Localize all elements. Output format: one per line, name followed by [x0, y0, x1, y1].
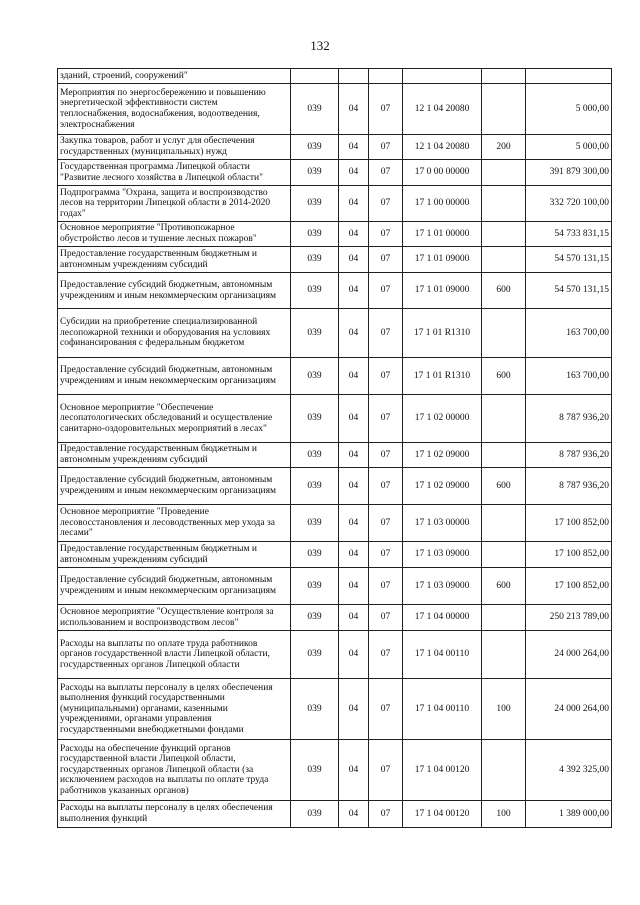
cell-name: Предоставление государственным бюджетным и автономным учреждениям субсидий [58, 247, 291, 273]
cell-name: Основное мероприятие "Обеспечение лесопатологических обследований и осуществление санитарно-оздоровительных мероприятий в лесах" [58, 395, 291, 443]
cell-target-code: 17 1 04 00110 [403, 631, 482, 679]
cell-section: 04 [339, 84, 369, 135]
cell-admin-code: 039 [291, 605, 339, 631]
cell-section: 04 [339, 505, 369, 542]
cell-expense-type [482, 69, 526, 84]
cell-name: Расходы на выплаты персоналу в целях обеспечения выполнения функций [58, 801, 291, 828]
cell-name: Предоставление субсидий бюджетным, автономным учреждениям и иным некоммерческим организациям [58, 468, 291, 505]
page-number: 132 [310, 38, 330, 53]
cell-admin-code: 039 [291, 505, 339, 542]
cell-subsection: 07 [369, 605, 403, 631]
cell-amount [526, 69, 612, 84]
table-row [58, 505, 612, 542]
cell-admin-code: 039 [291, 542, 339, 568]
table-row [58, 395, 612, 443]
cell-subsection: 07 [369, 135, 403, 160]
cell-name: Субсидии на приобретение специализированной лесопожарной техники и оборудования на условиях софинансирования с федеральным бюджетом [58, 309, 291, 358]
cell-name: Расходы на обеспечение функций органов государственной власти Липецкой области, государственных органов Липецкой области (за исключением расходов на выплаты по оплате труда работников указанных органов) [58, 740, 291, 801]
cell-admin-code: 039 [291, 222, 339, 247]
cell-target-code: 17 1 04 00120 [403, 740, 482, 801]
cell-expense-type: 600 [482, 568, 526, 605]
cell-expense-type [482, 186, 526, 222]
table-row [58, 160, 612, 186]
table-row [58, 358, 612, 395]
cell-admin-code: 039 [291, 160, 339, 186]
cell-admin-code: 039 [291, 679, 339, 740]
cell-target-code: 17 1 04 00000 [403, 605, 482, 631]
table-row [58, 568, 612, 605]
cell-expense-type [482, 740, 526, 801]
cell-subsection: 07 [369, 395, 403, 443]
cell-subsection: 07 [369, 222, 403, 247]
cell-section: 04 [339, 740, 369, 801]
cell-admin-code: 039 [291, 247, 339, 273]
cell-admin-code: 039 [291, 395, 339, 443]
cell-expense-type [482, 505, 526, 542]
cell-section: 04 [339, 542, 369, 568]
cell-amount: 24 000 264,00 [526, 679, 612, 740]
table-row [58, 740, 612, 801]
table-row [58, 443, 612, 468]
cell-target-code: 17 0 00 00000 [403, 160, 482, 186]
cell-subsection: 07 [369, 542, 403, 568]
table-row [58, 631, 612, 679]
cell-subsection: 07 [369, 468, 403, 505]
cell-target-code: 17 1 01 09000 [403, 273, 482, 309]
cell-target-code: 17 1 03 09000 [403, 542, 482, 568]
cell-name: Предоставление субсидий бюджетным, автономным учреждениям и иным некоммерческим организациям [58, 568, 291, 605]
cell-section: 04 [339, 222, 369, 247]
cell-amount: 332 720 100,00 [526, 186, 612, 222]
cell-subsection: 07 [369, 443, 403, 468]
table-row [58, 679, 612, 740]
cell-expense-type: 100 [482, 801, 526, 828]
cell-admin-code: 039 [291, 801, 339, 828]
cell-expense-type [482, 84, 526, 135]
cell-expense-type: 600 [482, 358, 526, 395]
table-row [58, 468, 612, 505]
cell-admin-code: 039 [291, 631, 339, 679]
cell-name: Расходы на выплаты персоналу в целях обеспечения выполнения функций государственными (муниципальными) органами, казенными учреждениями, органами управления государственными внебюджетными фондами [58, 679, 291, 740]
cell-target-code: 12 1 04 20080 [403, 84, 482, 135]
cell-subsection: 07 [369, 568, 403, 605]
table-row [58, 222, 612, 247]
cell-section: 04 [339, 605, 369, 631]
cell-subsection: 07 [369, 740, 403, 801]
cell-section: 04 [339, 247, 369, 273]
cell-subsection: 07 [369, 273, 403, 309]
cell-subsection: 07 [369, 309, 403, 358]
cell-amount: 250 213 789,00 [526, 605, 612, 631]
cell-name: Основное мероприятие "Проведение лесовосстановления и лесоводственных мер ухода за лесами" [58, 505, 291, 542]
cell-section: 04 [339, 443, 369, 468]
cell-name: Государственная программа Липецкой области "Развитие лесного хозяйства в Липецкой области" [58, 160, 291, 186]
cell-target-code: 17 1 01 00000 [403, 222, 482, 247]
cell-expense-type [482, 605, 526, 631]
cell-subsection: 07 [369, 358, 403, 395]
cell-name: Основное мероприятие "Осуществление контроля за использованием и воспроизводством лесов" [58, 605, 291, 631]
cell-name: Предоставление субсидий бюджетным, автономным учреждениям и иным некоммерческим организациям [58, 273, 291, 309]
cell-section: 04 [339, 135, 369, 160]
table-row [58, 247, 612, 273]
cell-target-code [403, 69, 482, 84]
cell-target-code: 17 1 04 00110 [403, 679, 482, 740]
cell-amount: 17 100 852,00 [526, 542, 612, 568]
table-body [58, 69, 612, 828]
table-row [58, 605, 612, 631]
cell-target-code: 17 1 04 00120 [403, 801, 482, 828]
cell-amount: 5 000,00 [526, 84, 612, 135]
cell-target-code: 17 1 03 09000 [403, 568, 482, 605]
cell-amount: 17 100 852,00 [526, 505, 612, 542]
table-row [58, 273, 612, 309]
cell-amount: 391 879 300,00 [526, 160, 612, 186]
cell-expense-type [482, 247, 526, 273]
cell-amount: 5 000,00 [526, 135, 612, 160]
cell-target-code: 17 1 03 00000 [403, 505, 482, 542]
cell-name: Мероприятия по энергосбережению и повышению энергетической эффективности систем теплоснабжения, водоснабжения, водоотведения, электроснабжения [58, 84, 291, 135]
cell-expense-type [482, 160, 526, 186]
cell-expense-type [482, 542, 526, 568]
cell-name: Предоставление субсидий бюджетным, автономным учреждениям и иным некоммерческим организациям [58, 358, 291, 395]
cell-target-code: 17 1 02 09000 [403, 443, 482, 468]
budget-table [57, 68, 612, 828]
cell-admin-code: 039 [291, 84, 339, 135]
cell-amount: 24 000 264,00 [526, 631, 612, 679]
cell-section [339, 69, 369, 84]
cell-amount: 163 700,00 [526, 309, 612, 358]
cell-subsection: 07 [369, 801, 403, 828]
cell-amount: 54 570 131,15 [526, 273, 612, 309]
cell-admin-code: 039 [291, 135, 339, 160]
cell-subsection: 07 [369, 247, 403, 273]
cell-subsection: 07 [369, 160, 403, 186]
cell-section: 04 [339, 801, 369, 828]
cell-subsection [369, 69, 403, 84]
cell-expense-type [482, 631, 526, 679]
cell-admin-code: 039 [291, 186, 339, 222]
table-row [58, 801, 612, 828]
cell-admin-code [291, 69, 339, 84]
cell-admin-code: 039 [291, 309, 339, 358]
cell-admin-code: 039 [291, 358, 339, 395]
cell-expense-type: 100 [482, 679, 526, 740]
table-row [58, 542, 612, 568]
cell-name: Предоставление государственным бюджетным и автономным учреждениям субсидий [58, 443, 291, 468]
cell-admin-code: 039 [291, 468, 339, 505]
cell-section: 04 [339, 160, 369, 186]
cell-name: зданий, строений, сооружений" [58, 69, 291, 84]
cell-section: 04 [339, 358, 369, 395]
table-row [58, 309, 612, 358]
cell-section: 04 [339, 186, 369, 222]
cell-section: 04 [339, 631, 369, 679]
cell-subsection: 07 [369, 631, 403, 679]
cell-expense-type: 200 [482, 135, 526, 160]
cell-target-code: 17 1 01 R1310 [403, 309, 482, 358]
cell-admin-code: 039 [291, 443, 339, 468]
cell-subsection: 07 [369, 679, 403, 740]
cell-expense-type: 600 [482, 273, 526, 309]
cell-section: 04 [339, 468, 369, 505]
cell-target-code: 17 1 01 09000 [403, 247, 482, 273]
table-row [58, 186, 612, 222]
cell-name: Основное мероприятие "Противопожарное обустройство лесов и тушение лесных пожаров" [58, 222, 291, 247]
cell-expense-type [482, 222, 526, 247]
cell-target-code: 17 1 02 09000 [403, 468, 482, 505]
cell-expense-type [482, 395, 526, 443]
table-row [58, 135, 612, 160]
cell-name: Расходы на выплаты по оплате труда работников органов государственной власти Липецкой области, государственных органов Липецкой области [58, 631, 291, 679]
cell-amount: 8 787 936,20 [526, 443, 612, 468]
cell-subsection: 07 [369, 84, 403, 135]
cell-amount: 54 570 131,15 [526, 247, 612, 273]
cell-section: 04 [339, 273, 369, 309]
cell-section: 04 [339, 568, 369, 605]
table-row [58, 84, 612, 135]
cell-expense-type [482, 443, 526, 468]
cell-admin-code: 039 [291, 740, 339, 801]
cell-amount: 8 787 936,20 [526, 468, 612, 505]
cell-target-code: 17 1 02 00000 [403, 395, 482, 443]
cell-section: 04 [339, 679, 369, 740]
cell-admin-code: 039 [291, 273, 339, 309]
cell-amount: 54 733 831,15 [526, 222, 612, 247]
cell-subsection: 07 [369, 505, 403, 542]
cell-name: Подпрограмма "Охрана, защита и воспроизводство лесов на территории Липецкой области в 2014-2020 годах" [58, 186, 291, 222]
cell-subsection: 07 [369, 186, 403, 222]
cell-target-code: 17 1 01 R1310 [403, 358, 482, 395]
cell-expense-type [482, 309, 526, 358]
cell-target-code: 12 1 04 20080 [403, 135, 482, 160]
cell-amount: 1 389 000,00 [526, 801, 612, 828]
cell-amount: 4 392 325,00 [526, 740, 612, 801]
cell-section: 04 [339, 309, 369, 358]
cell-expense-type: 600 [482, 468, 526, 505]
cell-name: Закупка товаров, работ и услуг для обеспечения государственных (муниципальных) нужд [58, 135, 291, 160]
cell-amount: 17 100 852,00 [526, 568, 612, 605]
cell-name: Предоставление государственным бюджетным и автономным учреждениям субсидий [58, 542, 291, 568]
cell-section: 04 [339, 395, 369, 443]
cell-target-code: 17 1 00 00000 [403, 186, 482, 222]
cell-amount: 163 700,00 [526, 358, 612, 395]
cell-admin-code: 039 [291, 568, 339, 605]
cell-amount: 8 787 936,20 [526, 395, 612, 443]
table-row [58, 69, 612, 84]
